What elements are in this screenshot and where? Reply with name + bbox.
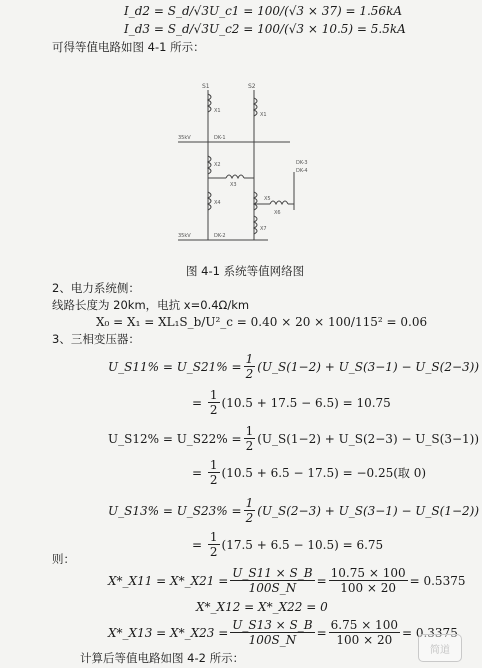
figure-caption: 图 4-1 系统等值网络图 — [186, 264, 305, 278]
section-3-title: 3、三相变压器： — [52, 332, 140, 346]
us11-result-half-num: 1 — [209, 388, 218, 402]
x13-result: = 0.3375 — [401, 625, 458, 640]
intro-text: 可得等值电路如图 4-1 所示： — [52, 40, 205, 54]
label-bus-35kv-top: 35kV — [178, 135, 191, 141]
label-x2: X2 — [214, 162, 221, 168]
label-x4: X4 — [214, 200, 221, 206]
label-dk4: DK-4 — [296, 168, 308, 174]
x11-den1: 100S_N — [248, 581, 297, 595]
watermark-logo — [418, 634, 462, 662]
us13-result: (17.5 + 6.5 − 10.5) = 6.75 — [221, 537, 384, 552]
equation-us13 — [108, 496, 479, 525]
label-x7: X7 — [260, 226, 267, 232]
us11-lhs: U_S11% = U_S21% = — [108, 359, 242, 374]
outro-text: 计算后等值电路如图 4-2 所示： — [80, 651, 245, 665]
us11-bracket: (U_S(1−2) + U_S(3−1) − U_S(2−3)) — [257, 359, 480, 374]
label-x1-left: X1 — [214, 108, 221, 114]
x11-lhs: X*_X11 = X*_X21 = — [108, 573, 229, 588]
equation-id3: I_d3 = S_d/√3U_c2 = 100/(√3 × 10.5) = 5.5kA — [124, 22, 406, 36]
us13-result-half-den: 2 — [209, 545, 218, 559]
us13-lhs: U_S13% = U_S23% = — [108, 503, 242, 518]
us13-result-half-num: 1 — [209, 530, 218, 544]
equation-us11-result: = $\frac{1}{2}$ (10.5 + 17.5 − 6.5) = 10.75 — [192, 388, 391, 417]
us11-result-half-den: 2 — [209, 403, 218, 417]
us13-bracket: (U_S(2−3) + U_S(3−1) − U_S(1−2)) — [257, 503, 480, 518]
label-x1-right: X1 — [260, 112, 267, 118]
equivalent-network-figure — [178, 80, 328, 260]
us11-result: (10.5 + 17.5 − 6.5) = 10.75 — [221, 395, 391, 410]
label-dk2: DK-2 — [214, 233, 226, 239]
equation-us11 — [108, 352, 479, 381]
us12-lhs: U_S12% = U_S22% = — [108, 431, 242, 446]
label-x6: X6 — [274, 210, 281, 216]
us12-result-half-den: 2 — [209, 473, 218, 487]
equation-x12: X*_X12 = X*_X22 = 0 — [196, 600, 328, 614]
x11-num1: U_S11 × S_B — [232, 566, 313, 580]
x13-lhs: X*_X13 = X*_X23 = — [108, 625, 229, 640]
equation-us12 — [108, 424, 479, 453]
us12-half-num: 1 — [245, 424, 254, 438]
x13-den1: 100S_N — [248, 633, 297, 647]
us12-half-den: 2 — [245, 439, 254, 453]
x11-num2: 10.75 × 100 — [330, 566, 406, 580]
label-x5: X5 — [264, 196, 271, 202]
us12-bracket: (U_S(1−2) + U_S(2−3) − U_S(3−1)) — [257, 431, 480, 446]
equation-x0: X₀ = X₁ = XL₁S_b/U²_c = 0.40 × 20 × 100/115² = 0.06 — [96, 315, 428, 329]
us11-half-den: 2 — [245, 367, 254, 381]
x11-den2: 100 × 20 — [340, 581, 397, 595]
x13-den2: 100 × 20 — [336, 633, 393, 647]
x13-num2: 6.75 × 100 — [330, 618, 398, 632]
equation-us13-result: = $\frac{1}{2}$ (17.5 + 6.5 − 10.5) = 6.75 — [192, 530, 384, 559]
x13-num1: U_S13 × S_B — [232, 618, 313, 632]
equation-x11: X*_X11 = X*_X21 = $\frac{U\_S11 \times S\_B}{100S\_N}$ = $\frac{10.75 \times 100}{100 \times 20}$ = 0.5375 — [108, 566, 466, 595]
equation-id2: I_d2 = S_d/√3U_c1 = 100/(√3 × 37) = 1.56kA — [124, 4, 403, 18]
label-s1: S1 — [202, 83, 210, 90]
label-dk1: DK-1 — [214, 135, 226, 141]
x11-result: = 0.5375 — [409, 573, 466, 588]
then-text: 则： — [52, 552, 75, 566]
label-s2: S2 — [248, 83, 256, 90]
line-info: 线路长度为 20km，电抗 x=0.4Ω/km — [52, 298, 250, 312]
label-dk3: DK-3 — [296, 160, 308, 166]
label-bus-35kv-bottom: 35kV — [178, 233, 191, 239]
us13-half-num: 1 — [245, 496, 254, 510]
us11-half-num: 1 — [245, 352, 254, 366]
label-x3: X3 — [230, 182, 237, 188]
equation-x13: X*_X13 = X*_X23 = $\frac{U\_S13 \times S\_B}{100S\_N}$ = $\frac{6.75 \times 100}{100 \times 20}$ = 0.3375 — [108, 618, 458, 647]
us12-result: (10.5 + 6.5 − 17.5) = −0.25(取 0) — [221, 466, 427, 480]
us13-half-den: 2 — [245, 511, 254, 525]
equation-us12-result: = $\frac{1}{2}$ (10.5 + 6.5 − 17.5) = −0.25(取 0) — [192, 458, 427, 487]
watermark-text: 简道 — [430, 644, 450, 656]
section-2-title: 2、电力系统侧： — [52, 281, 140, 295]
us12-result-half-num: 1 — [209, 458, 218, 472]
